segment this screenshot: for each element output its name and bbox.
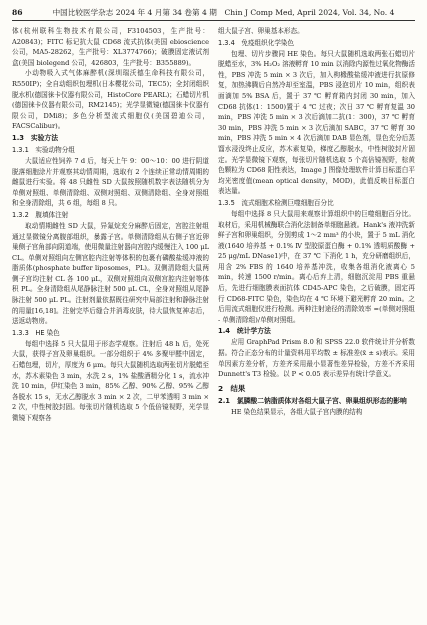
paragraph-results: HE 染色结果显示，各组大鼠子宫内膜的结构 (231, 407, 363, 416)
section-heading-methods: 1.3 实验方法 (12, 133, 59, 142)
paragraph-statistics: 应用 GraphPad Prism 8.0 和 SPSS 22.0 软件统计并分析数据。符合正态分布的计量资料用平均数 ± 标准差(x̄ ± s)表示。采用单因素方差分析，方差齐采用最小显著性差异检验，方差不齐采用 Dunnett's T3 检验。以 P < 0.05 表示差异有统计学意义。 (218, 338, 415, 379)
left-column (12, 26, 209, 424)
running-header (12, 8, 415, 18)
paragraph-ihc: 包埋、切片步骤同 HE 染色。每只大鼠随机选取两张石蜡切片脱蜡至水，3% H₂O₂ 溶液孵育 10 min 以消除内源性过氧化物酶活性，PBS 冲洗 5 min × 3 次后，加入枸橼酸盐缓冲液进行抗原修复，加热沸腾后自然冷却至室温，PBS 浸泡切片 10 min，组织表面滴加 5% BSA 后，置于 37 ℃ 孵育箱内封闭 30 min，加入 CD68 抗体(1：1500)置于 4 ℃ 过夜；次日 37 ℃ 孵育复温 30 min，PBS 冲洗 5 min × 3 次后滴加二抗(1：300)，37 ℃ 孵育 30 min，PBS 冲洗 5 min × 3 次后滴加 SABC，37 ℃ 孵育 30 min，PBS 冲洗 5 min × 4 次后滴加 DAB 显色剂，显色充分后蒸馏水浸没终止反应，苏木素复染，梯度乙醇脱水，中性树胶封片固定。光学显微镜下观察，每张切片随机选取 5 个高倍镜视野，棕黄色颗粒为 CD68 阳性表达，Image J 图像处理软件计算目标蛋白平均光密度值(mean optical density，MOD)，此值反映目标蛋白表达量。 (218, 49, 415, 196)
subsection-heading-flow: 1.3.5 流式细胞术检测巨噬细胞百分比 (218, 198, 334, 207)
paragraph-injection: 取动情期雌性 SD 大鼠，异氟烷充分麻醉后固定，宫腔注射组通过显微镜分离腹部组织，暴露子宫。单侧清除组从右侧子宫近卵巢侧子宫角部向阴道端，使用微量注射器向宫腔内缓慢注入 100 μL CL。单侧对照组向左侧宫腔内注射等体积的包裹有磷酸盐缓冲液的脂质体(phosphate buffer liposomes，PL)。双侧清除组大鼠两侧子宫均注射 CL 各 100 μL，双侧对照组向双侧宫腔内注射等体积 PL。全身清除组从尾静脉注射 500 μL CL，全身对照组从尾静脉注射 500 μL PL。注射剂量依据既往研究中局部注射和静脉注射的用量[16,18]。注射完毕后缝合并消毒皮肤，待大鼠恢复神志后，送返动物房。 (12, 221, 209, 326)
subsection-heading-results-morphology: 2.1 氯膦酸二钠脂质体对各组大鼠子宫、卵巢组织形态的影响 (218, 396, 407, 405)
subsection-heading-he: 1.3.3 HE 染色 (12, 328, 60, 337)
paragraph-grouping: 大鼠适应性饲养 7 d 后，每天上午 9：00～10：00 进行阴道脱落细胞涂片并观察其动情周期，选取有 2 个连续正常动情周期的雌鼠进行实验。将 48 只雌性 SD 大鼠按照随机数字表法随机分为单侧对照组、单侧清除组、双侧对照组、双侧清除组、全身对照组和全身清除组，共 6 组，每组 8 只。 (12, 156, 209, 208)
right-column (218, 26, 415, 424)
subsection-heading-ihc: 1.3.4 免疫组织化学染色 (218, 38, 295, 47)
section-heading-results: 2 结果 (218, 383, 246, 393)
journal-line: 中国比较医学杂志 2024 年 4 月第 34 卷第 4 期 Chin J Comp Med, April 2024, Vol. 34, No. 4 (52, 8, 395, 17)
paragraph-flow: 每组中选择 8 只大鼠用来观察计算组织中的巨噬细胞百分比。取材后，采用机械酶联合消化法制备单细胞悬液。Hank's 液冲洗新鲜子宫和卵巢组织，分别剪成 1～2 mm³ 的小块，置于 5 mL 消化液(1640 培养基 + 0.1% Ⅳ 型胶原蛋白酶 + 0.1% 透明质酸酶 + 25 μg/mL DNase1)中，在 37 ℃ 下消化 1 h，充分研磨组织后，用含 2% FBS 的 1640 培养基冲洗，收集各组消化液离心 5 min，转速 1500 r/min。离心后弃上清，细胞沉淀用 PBS 重悬后，先进行细胞膜表面抗体 CD45-APC 染色，之后破膜，固定再行 CD68-FITC 染色，染色均在 4 ℃ 环境下避光孵育 20 min。之后用流式细胞仪进行检测。两种注射途径的清除效率 =(单侧对照组 - 单侧清除组)/单侧对照组。 (218, 209, 415, 324)
paragraph-reagents: 体(杭州联科生物技术有限公司，F3104503，生产批号：A20843)；FITC 标记抗大鼠 CD68 流式抗体(美国 ebioscience 公司，MA5-28262，生产批号：XL3774766)；破膜固定液试剂盒(美国 biolegend 公司，426803，生产批号：B355889)。 (12, 27, 209, 67)
page-number: 86 (12, 8, 23, 17)
header-rule (12, 20, 415, 21)
two-column-body (12, 26, 415, 424)
subsection-heading-grouping: 1.3.1 实验动物分组 (12, 145, 75, 154)
paragraph-he: 每组中选择 5 只大鼠用于形态学观察。注射后 48 h 后，处死大鼠，获得子宫及卵巢组织。一部分组织于 4% 多聚甲醛中固定，石蜡包埋，切片，厚度为 6 μm。每只大鼠随机选取两张切片脱蜡至水，苏木素染色 3 min，水洗 2 s，1% 盐酸酒精分化 1 s，流水冲洗 10 min，伊红染色 3 min，85% 乙醇、90% 乙醇、95% 乙醇各脱水 15 s，无水乙醇脱水 3 min × 2 次，二甲苯透明 3 min × 2 次，中性树胶封固。每张切片随机选取 5 个低倍镜视野，光学显微镜下观察各 (12, 339, 209, 422)
subsection-heading-injection: 1.3.2 腹填体注射 (12, 210, 69, 219)
paragraph-he-cont: 组大鼠子宫、卵巢基本形态。 (218, 27, 304, 35)
paragraph-instruments: 小动物吸入式气体麻醉机(深圳瑞沃德生命科技有限公司，R550IP)；全自动组织包埋机(日本樱花公司，TEC5)；全封闭组织脱水机(德国徕卡仪器有限公司，HistoCore PEARL)；石蜡切片机(德国徕卡仪器有限公司，RM2145)；光学显微镜(德国徕卡仪器有限公司，DMi8)；多色分析型流式细胞仪(美国碧迪公司，FACSCalibur)。 (12, 69, 209, 131)
section-heading-statistics: 1.4 统计学方法 (218, 327, 271, 336)
